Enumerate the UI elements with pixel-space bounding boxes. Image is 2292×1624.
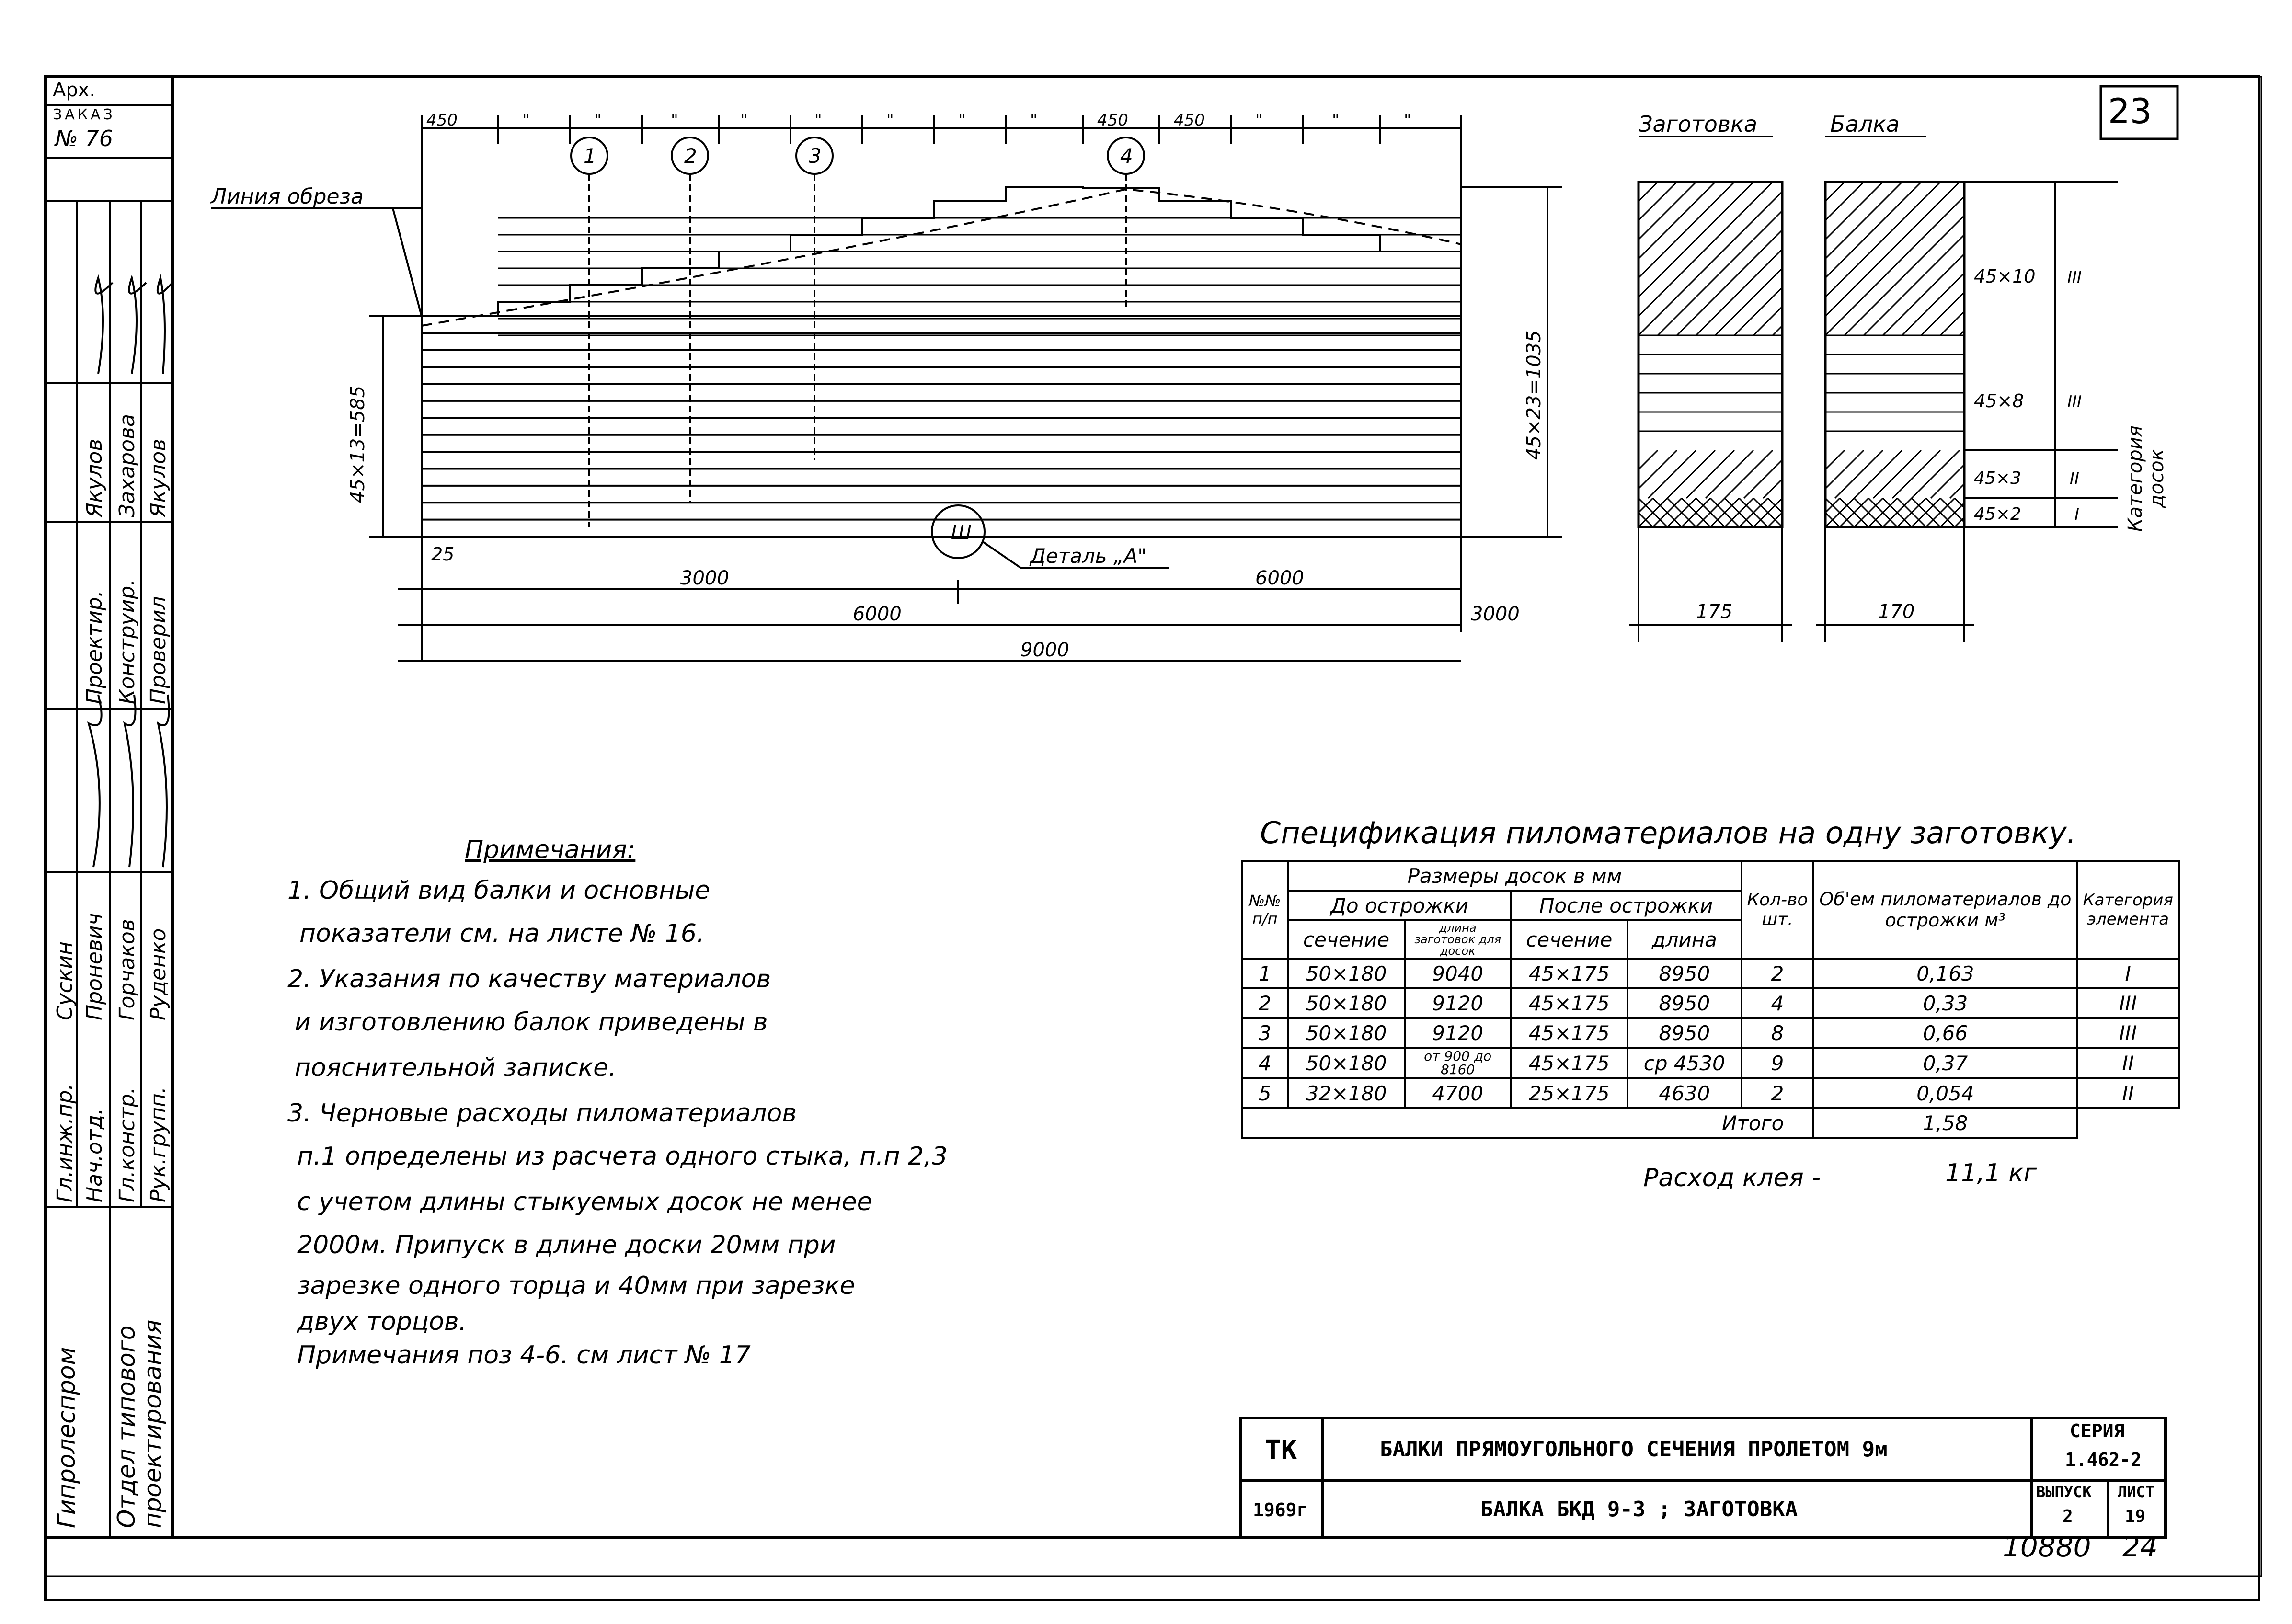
tb-series-label: СЕРИЯ: [2070, 1420, 2125, 1441]
cell-vol: 0,66: [1813, 1018, 2077, 1048]
dim-9000: 9000: [1020, 639, 1069, 661]
glue-value: 11,1 кг: [1945, 1159, 2037, 1188]
cell-len: 8950: [1627, 959, 1742, 988]
cell-sec-before: 50×180: [1288, 988, 1404, 1018]
category-label-1: Категория: [2124, 425, 2146, 532]
hatch-line: [1825, 450, 1845, 469]
hatch-line: [1725, 450, 1773, 498]
total-value: 1,58: [1813, 1108, 2077, 1138]
top-dimension-labels: [426, 111, 1411, 130]
cell-len-blank: 4700: [1405, 1078, 1511, 1108]
hatch-line: [1763, 479, 1782, 498]
cell-sec-after: 45×175: [1511, 959, 1627, 988]
top-dim-label: ": [522, 111, 530, 130]
cell-len: ср 4530: [1627, 1048, 1742, 1078]
h-qty-1: Кол-во: [1747, 890, 1808, 910]
table-row: [1242, 988, 2179, 1018]
cell-qty: 2: [1742, 1078, 1814, 1108]
note-line-3: и изготовлению балок приведены в: [295, 1008, 768, 1037]
marker-2: 2: [684, 144, 697, 168]
hatch-line: [1892, 450, 1940, 498]
width-beam: 170: [1878, 601, 1915, 623]
hatch-line: [1696, 249, 1782, 335]
cell-len-blank: от 900 до 8160: [1405, 1048, 1511, 1078]
hatch-line: [1955, 517, 1964, 527]
h-length: длина: [1627, 920, 1742, 959]
hatch-line: [1706, 450, 1753, 498]
note-line-9: зарезке одного торца и 40мм при зарезке: [297, 1271, 855, 1300]
stamp-role-6: Рук.групп.: [146, 1086, 171, 1202]
h-cat-1: Категория: [2083, 891, 2173, 910]
layer-1-category: III: [2067, 268, 2082, 287]
cell-vol: 0,054: [1813, 1078, 2077, 1108]
h-section2: сечение: [1511, 920, 1627, 959]
h-after: После острожки: [1511, 891, 1742, 920]
footer-page: 24: [2122, 1531, 2158, 1563]
cell-qty: 4: [1742, 988, 1814, 1018]
hatch-line: [1825, 182, 1845, 201]
hatch-line: [1825, 182, 1864, 220]
top-dim-label: 450: [1097, 111, 1128, 130]
hatch-line: [1835, 450, 1883, 498]
note-line-4: пояснительной записке.: [295, 1053, 617, 1082]
cell-sec-before: 32×180: [1288, 1078, 1404, 1108]
cell-qty: 2: [1742, 959, 1814, 988]
dim-3000-left: 3000: [680, 567, 729, 589]
hatch-line: [1744, 460, 1782, 498]
stamp-role-1: Конструир.: [115, 579, 139, 704]
layer-2-size: 45×8: [1974, 390, 2024, 412]
note-line-8: 2000м. Припуск в длине доски 20мм при: [297, 1231, 836, 1259]
left-height-label: 45×13=585: [347, 385, 369, 503]
cell-len-blank: 9120: [1405, 1018, 1511, 1048]
top-dim-label: ": [594, 111, 602, 130]
top-dim-label: ": [1332, 111, 1340, 130]
table-row: [1242, 1078, 2179, 1108]
archive-label: Арх.: [53, 79, 96, 101]
cell-no: 4: [1242, 1048, 1288, 1078]
stamp-role-5: Гл.констр.: [115, 1087, 139, 1202]
cell-cat: III: [2077, 988, 2179, 1018]
top-dimension-line: [422, 115, 1461, 537]
h-no-2: п/п: [1252, 910, 1278, 928]
stamp-name-3: Сускин: [53, 941, 77, 1020]
stamp-name-4: Проневич: [82, 913, 107, 1020]
beam-label: Балка: [1830, 111, 1900, 137]
tb-issue-value: 2: [2063, 1507, 2073, 1526]
tb-year: 1969г: [1253, 1499, 1308, 1521]
tb-tk: ТК: [1265, 1435, 1297, 1466]
stamp-name-0: Якулов: [82, 438, 107, 517]
stamp-name-5: Горчаков: [115, 919, 139, 1020]
cell-no: 3: [1242, 1018, 1288, 1048]
notes-title: Примечания:: [465, 835, 636, 864]
top-dim-label: ": [671, 111, 678, 130]
table-row: [1242, 1048, 2179, 1078]
hatch-line: [1940, 311, 1964, 335]
top-dim-label: ": [886, 111, 894, 130]
h-blank-len: длина заготовок для досок: [1405, 920, 1511, 959]
detail-label: Деталь „А": [1030, 544, 1147, 568]
cell-no: 1: [1242, 959, 1288, 988]
stamp-role-2: Проверил: [146, 596, 171, 704]
h-volume-1: Об'ем пиломатериалов до: [1819, 889, 2072, 910]
hatch-line: [1864, 235, 1964, 335]
cell-len-blank: 9120: [1405, 988, 1511, 1018]
cell-cat: I: [2077, 959, 2179, 988]
cell-sec-after: 25×175: [1511, 1078, 1627, 1108]
cell-vol: 0,33: [1813, 988, 2077, 1018]
cut-line-label: Линия обреза: [211, 184, 364, 209]
dim-6000-right: 6000: [1255, 567, 1304, 589]
marker-3: 3: [809, 144, 822, 168]
hatch-line: [1825, 182, 1940, 297]
hatch-line: [1773, 326, 1782, 335]
stamp-name-1: Захарова: [115, 414, 139, 517]
cell-sec-after: 45×175: [1511, 988, 1627, 1018]
blank-label: Заготовка: [1639, 111, 1758, 137]
cell-vol: 0,37: [1813, 1048, 2077, 1078]
top-dim-label: ": [958, 111, 966, 130]
hatch-line: [1825, 182, 1921, 278]
marker-4: 4: [1120, 144, 1133, 168]
table-row: [1242, 1018, 2179, 1048]
note-line-10: двух торцов.: [297, 1307, 467, 1336]
stamp-dept-1: Отдел типового: [113, 1325, 140, 1528]
layer-4-category: I: [2074, 505, 2080, 524]
hatch-line: [1921, 292, 1964, 335]
hatch-line: [1940, 503, 1964, 527]
note-line-5: 3. Черновые расходы пиломатериалов: [287, 1099, 797, 1128]
width-blank: 175: [1696, 601, 1733, 623]
top-dim-label: ": [1404, 111, 1411, 130]
tb-series-value: 1.462-2: [2065, 1449, 2142, 1470]
cell-cat: III: [2077, 1018, 2179, 1048]
hatch-line: [1658, 211, 1782, 335]
stamp-dept-2: проектирования: [139, 1319, 167, 1528]
h-section: сечение: [1288, 920, 1404, 959]
h-cat-2: элемента: [2087, 910, 2169, 929]
cell-vol: 0,163: [1813, 959, 2077, 988]
note-line-11: Примечания поз 4-6. см лист № 17: [297, 1341, 751, 1370]
hatch-line: [1931, 465, 1964, 498]
hatch-line: [1825, 182, 1902, 259]
hatch-line: [1845, 216, 1964, 335]
cell-sec-before: 50×180: [1288, 1048, 1404, 1078]
tb-title-sub: БАЛКА БКД 9-3 ; ЗАГОТОВКА: [1480, 1497, 1798, 1521]
table-row: [1242, 959, 2179, 988]
cell-len: 4630: [1627, 1078, 1742, 1108]
hatch-line: [1902, 273, 1964, 335]
cell-cat: II: [2077, 1048, 2179, 1078]
layer-3-category: II: [2070, 469, 2080, 488]
hatch-line: [1686, 450, 1734, 498]
stamp-role-0: Проектир.: [82, 590, 107, 704]
hatch-line: [1639, 182, 1658, 201]
hatch-line: [1912, 450, 1960, 498]
hatch-line: [1715, 268, 1782, 335]
order-number: № 76: [55, 126, 113, 151]
top-dim-label: 450: [1174, 111, 1205, 130]
detail-mark: Ш: [951, 522, 972, 544]
bottom-dimension-lines: [398, 537, 1461, 661]
hatch-line: [1825, 450, 1864, 489]
hatch-line: [1677, 230, 1782, 335]
hatch-line: [1639, 182, 1734, 278]
h-sizes: Размеры досок в мм: [1288, 861, 1741, 891]
top-dim-label: 450: [426, 111, 458, 130]
offset-label: 25: [431, 544, 455, 565]
sheet-number: 23: [2108, 91, 2152, 131]
order-label: ЗАКАЗ: [53, 106, 115, 123]
h-qty-2: шт.: [1762, 910, 1793, 929]
stamp-name-6: Руденко: [146, 928, 171, 1020]
cell-qty: 9: [1742, 1048, 1814, 1078]
total-label: Итого: [1242, 1108, 1813, 1138]
hatch-line: [1873, 450, 1921, 498]
stamp-role-4: Нач.отд.: [82, 1108, 107, 1202]
spec-title: Спецификация пиломатериалов на одну заготовку.: [1260, 815, 2076, 850]
h-no-1: №№: [1249, 892, 1281, 910]
hatch-line: [1648, 450, 1696, 498]
layer-3-size: 45×3: [1974, 469, 2021, 488]
h-volume-2: острожки м³: [1885, 910, 2006, 931]
hatch-line: [1639, 192, 1782, 335]
hatch-line: [1825, 182, 1960, 316]
hatch-line: [1639, 450, 1677, 489]
hatch-line: [1639, 450, 1658, 469]
hatch-line: [1734, 287, 1782, 335]
cell-len: 8950: [1627, 988, 1742, 1018]
cell-sec-after: 45×175: [1511, 1048, 1627, 1078]
hatch-line: [1667, 450, 1715, 498]
footer-code: 10880: [2003, 1531, 2091, 1563]
hatch-line: [1955, 498, 1964, 508]
cell-sec-before: 50×180: [1288, 959, 1404, 988]
cell-no: 5: [1242, 1078, 1288, 1108]
signatures: [46, 201, 172, 872]
top-dim-label: ": [1255, 111, 1263, 130]
top-dim-label: ": [740, 111, 748, 130]
tb-issue-label: ВЫПУСК: [2036, 1483, 2092, 1501]
cell-qty: 8: [1742, 1018, 1814, 1048]
layer-2-category: III: [2067, 392, 2082, 412]
stamp-role-3: Гл.инж.пр.: [53, 1083, 77, 1202]
hatch-line: [1825, 196, 1964, 335]
layer-1-size: 45×10: [1974, 266, 2036, 287]
note-line-0: 1. Общий вид балки и основные: [287, 876, 711, 905]
layer-4-size: 45×2: [1974, 504, 2021, 524]
cell-cat: II: [2077, 1078, 2179, 1108]
top-dim-label: ": [1030, 111, 1038, 130]
cell-no: 2: [1242, 988, 1288, 1018]
tb-sheet-label: ЛИСТ: [2118, 1483, 2155, 1501]
glue-label: Расход клея -: [1643, 1164, 1821, 1192]
cell-len-blank: 9040: [1405, 959, 1511, 988]
tb-title-main: БАЛКИ ПРЯМОУГОЛЬНОГО СЕЧЕНИЯ ПРОЛЕТОМ 9м: [1380, 1437, 1888, 1462]
h-before: До острожки: [1288, 891, 1511, 920]
dim-3000-right: 3000: [1471, 603, 1520, 625]
dim-6000-mid: 6000: [853, 603, 902, 625]
hatch-line: [1950, 484, 1964, 498]
cell-sec-before: 50×180: [1288, 1018, 1404, 1048]
note-line-2: 2. Указания по качеству материалов: [287, 965, 771, 994]
note-line-1: показатели см. на листе № 16.: [299, 919, 705, 948]
spec-table: [1241, 860, 2180, 1139]
cell-sec-after: 45×175: [1511, 1018, 1627, 1048]
hatch-line: [1854, 450, 1902, 498]
note-line-7: с учетом длины стыкуемых досок не менее: [297, 1188, 872, 1216]
hatch-line: [1639, 182, 1677, 220]
note-line-6: п.1 определены из расчета одного стыка, п.п 2,3: [297, 1142, 948, 1171]
hatch-line: [1639, 182, 1773, 316]
right-height-label: 45×23=1035: [1523, 330, 1545, 460]
top-dim-label: ": [814, 111, 822, 130]
stamp-org: Гипролеспром: [53, 1347, 80, 1528]
category-label-2: досок: [2146, 449, 2168, 508]
hatch-line: [1639, 182, 1753, 297]
marker-1: 1: [584, 144, 596, 168]
beam-elevation: [211, 187, 1461, 537]
cell-len: 8950: [1627, 1018, 1742, 1048]
total-row: [1242, 1108, 2179, 1138]
stamp-name-2: Якулов: [146, 438, 171, 517]
hatch-line: [1639, 182, 1715, 259]
tb-sheet-value: 19: [2125, 1507, 2146, 1526]
hatch-line: [1940, 498, 1964, 522]
